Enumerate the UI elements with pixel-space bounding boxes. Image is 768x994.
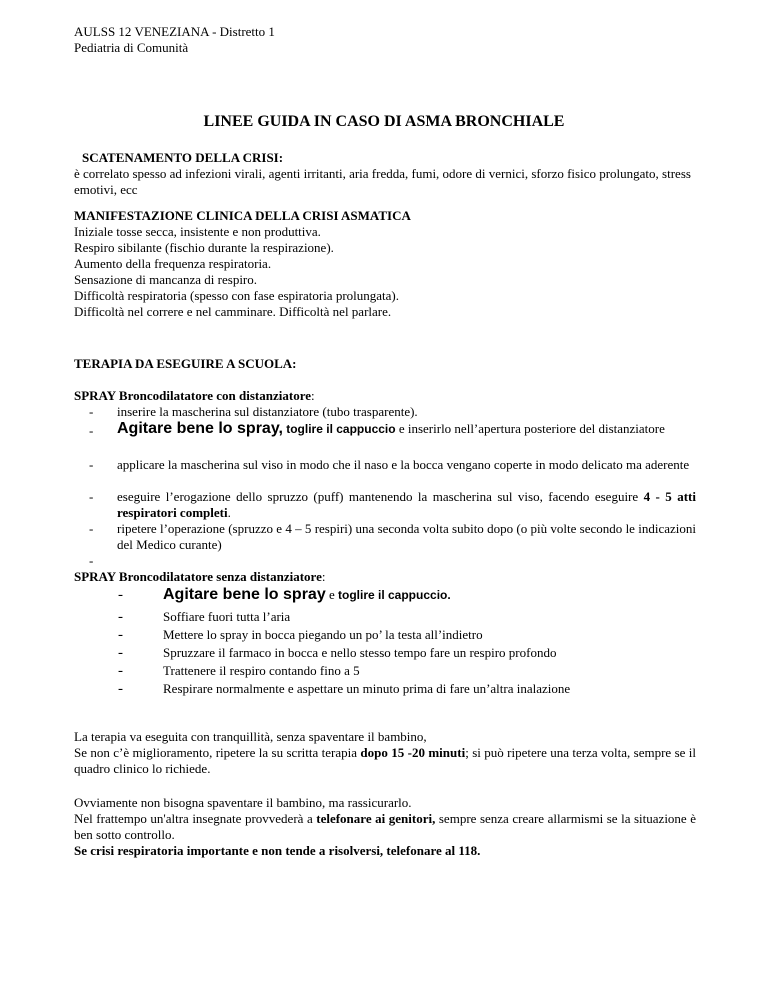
list-dash: - (118, 609, 123, 625)
step-emphasis: Agitare bene lo spray, (117, 420, 283, 437)
list-dash: - (89, 404, 94, 419)
step-text-end: . (227, 505, 231, 520)
spray-with-heading-colon: : (311, 388, 315, 403)
spray-without-step-4 (118, 644, 696, 662)
header-department: Pediatria di Comunità (74, 40, 189, 55)
symptom-line: Aumento della frequenza respiratoria. (74, 256, 272, 271)
step-text: Spruzzare il farmaco in bocca e nello stesso tempo fare un respiro profondo (163, 645, 557, 660)
step-text: Soffiare fuori tutta l’aria (163, 609, 291, 624)
list-dash: - (89, 553, 94, 568)
list-dash: - (89, 521, 94, 536)
spray-without-step-1 (118, 586, 696, 604)
list-dash: - (89, 457, 94, 472)
spray-without-step-6 (118, 680, 696, 698)
step-text: Respirare normalmente e aspettare un minuto prima di fare un’altra inalazione (163, 681, 571, 696)
spray-without-heading-text: SPRAY Broncodilatatore senza distanziatore (74, 569, 322, 584)
spray-without-step-3 (118, 626, 696, 644)
spray-with-step-3 (89, 457, 696, 473)
spray-with-step-1 (89, 404, 696, 420)
step-bold: toglire il cappuccio (286, 422, 396, 436)
symptom-line: Iniziale tosse secca, insistente e non produttiva. (74, 224, 321, 239)
step-emphasis: Agitare bene lo spray (163, 586, 326, 603)
repeat-interval: dopo 15 -20 minuti (360, 745, 466, 760)
list-dash: - (118, 627, 123, 643)
therapy-heading: TERAPIA DA ESEGUIRE A SCUOLA: (74, 356, 297, 371)
step-text: inserire la mascherina sul distanziatore (tubo trasparente). (117, 404, 418, 419)
step-text: e (328, 587, 335, 602)
spray-with-step-5 (89, 521, 696, 553)
parents-call-line (74, 811, 696, 843)
spray-with-step-4 (89, 489, 696, 521)
step-text: applicare la mascherina sul viso in modo che il naso e la bocca vengano coperte in modo delicato ma aderente (117, 457, 690, 472)
list-dash: - (89, 489, 94, 504)
list-dash: - (118, 587, 123, 603)
step-text: e inserirlo nell’apertura posteriore del distanziatore (398, 421, 665, 436)
spray-with-heading (74, 388, 696, 404)
step-text: eseguire l’erogazione dello spruzzo (puff) mantenendo la mascherina sul viso, facendo eseguire (117, 489, 639, 504)
step-bold: toglire il cappuccio. (338, 588, 451, 602)
step-bold: 4 - 5 atti respiratori completi (117, 489, 696, 520)
trigger-text: è correlato spesso ad infezioni virali, agenti irritanti, aria fredda, fumi, odore di vernici, sforzo fisico prolungato, stress emotivi, ecc (74, 166, 691, 197)
step-text: Trattenere il respiro contando fino a 5 (163, 663, 360, 678)
symptom-line: Respiro sibilante (fischio durante la respirazione). (74, 240, 334, 255)
symptom-line: Difficoltà respiratoria (spesso con fase espiratoria prolungata). (74, 288, 399, 303)
manifestation-list (74, 224, 696, 320)
list-dash: - (118, 645, 123, 661)
reassurance-note (74, 795, 696, 859)
step-text: ripetere l’operazione (spruzzo e 4 – 5 respiri) una seconda volta subito dopo (o più volte secondo le indicazioni del Medico curante) (117, 521, 696, 552)
list-dash: - (118, 663, 123, 679)
parents-call-text-end: sempre senza creare allarmismi se la situazione è ben sotto controllo. (74, 811, 697, 842)
repeat-text-end: ; si può ripetere una terza volta, sempre se il quadro clinico lo richiede. (74, 745, 697, 776)
manifestation-heading: MANIFESTAZIONE CLINICA DELLA CRISI ASMATICA (74, 208, 411, 223)
header-organization: AULSS 12 VENEZIANA - Distretto 1 (74, 24, 275, 39)
spray-without-step-5 (118, 662, 696, 680)
therapy-note (74, 729, 696, 777)
therapy-note-line: La terapia va eseguita con tranquillità, senza spaventare il bambino, (74, 729, 427, 744)
page-title: LINEE GUIDA IN CASO DI ASMA BRONCHIALE (203, 113, 565, 130)
list-dash: - (89, 423, 94, 438)
repeat-text: Se non c’è miglioramento, ripetere la su scritta terapia (74, 745, 358, 760)
reassurance-line: Ovviamente non bisogna spaventare il bambino, ma rassicurarlo. (74, 795, 412, 810)
spray-without-heading-colon: : (321, 569, 326, 584)
spray-with-step-2 (89, 420, 696, 438)
spray-without-step-2 (118, 608, 696, 626)
parents-call-bold: telefonare ai genitori, (316, 811, 436, 826)
emergency-line: Se crisi respiratoria importante e non tende a risolversi, telefonare al 118. (74, 843, 481, 858)
symptom-line: Difficoltà nel correre e nel camminare. Difficoltà nel parlare. (74, 304, 392, 319)
step-text: Mettere lo spray in bocca piegando un po’ la testa all’indietro (163, 627, 483, 642)
symptom-line: Sensazione di mancanza di respiro. (74, 272, 258, 287)
therapy-note-repeat (74, 745, 696, 777)
list-dash: - (118, 681, 123, 697)
trigger-heading: SCATENAMENTO DELLA CRISI: (82, 150, 284, 165)
parents-call-text: Nel frattempo un'altra insegnate provvederà a (74, 811, 313, 826)
spray-without-heading (74, 569, 696, 585)
spray-with-heading-text: SPRAY Broncodilatatore con distanziatore (74, 388, 312, 403)
